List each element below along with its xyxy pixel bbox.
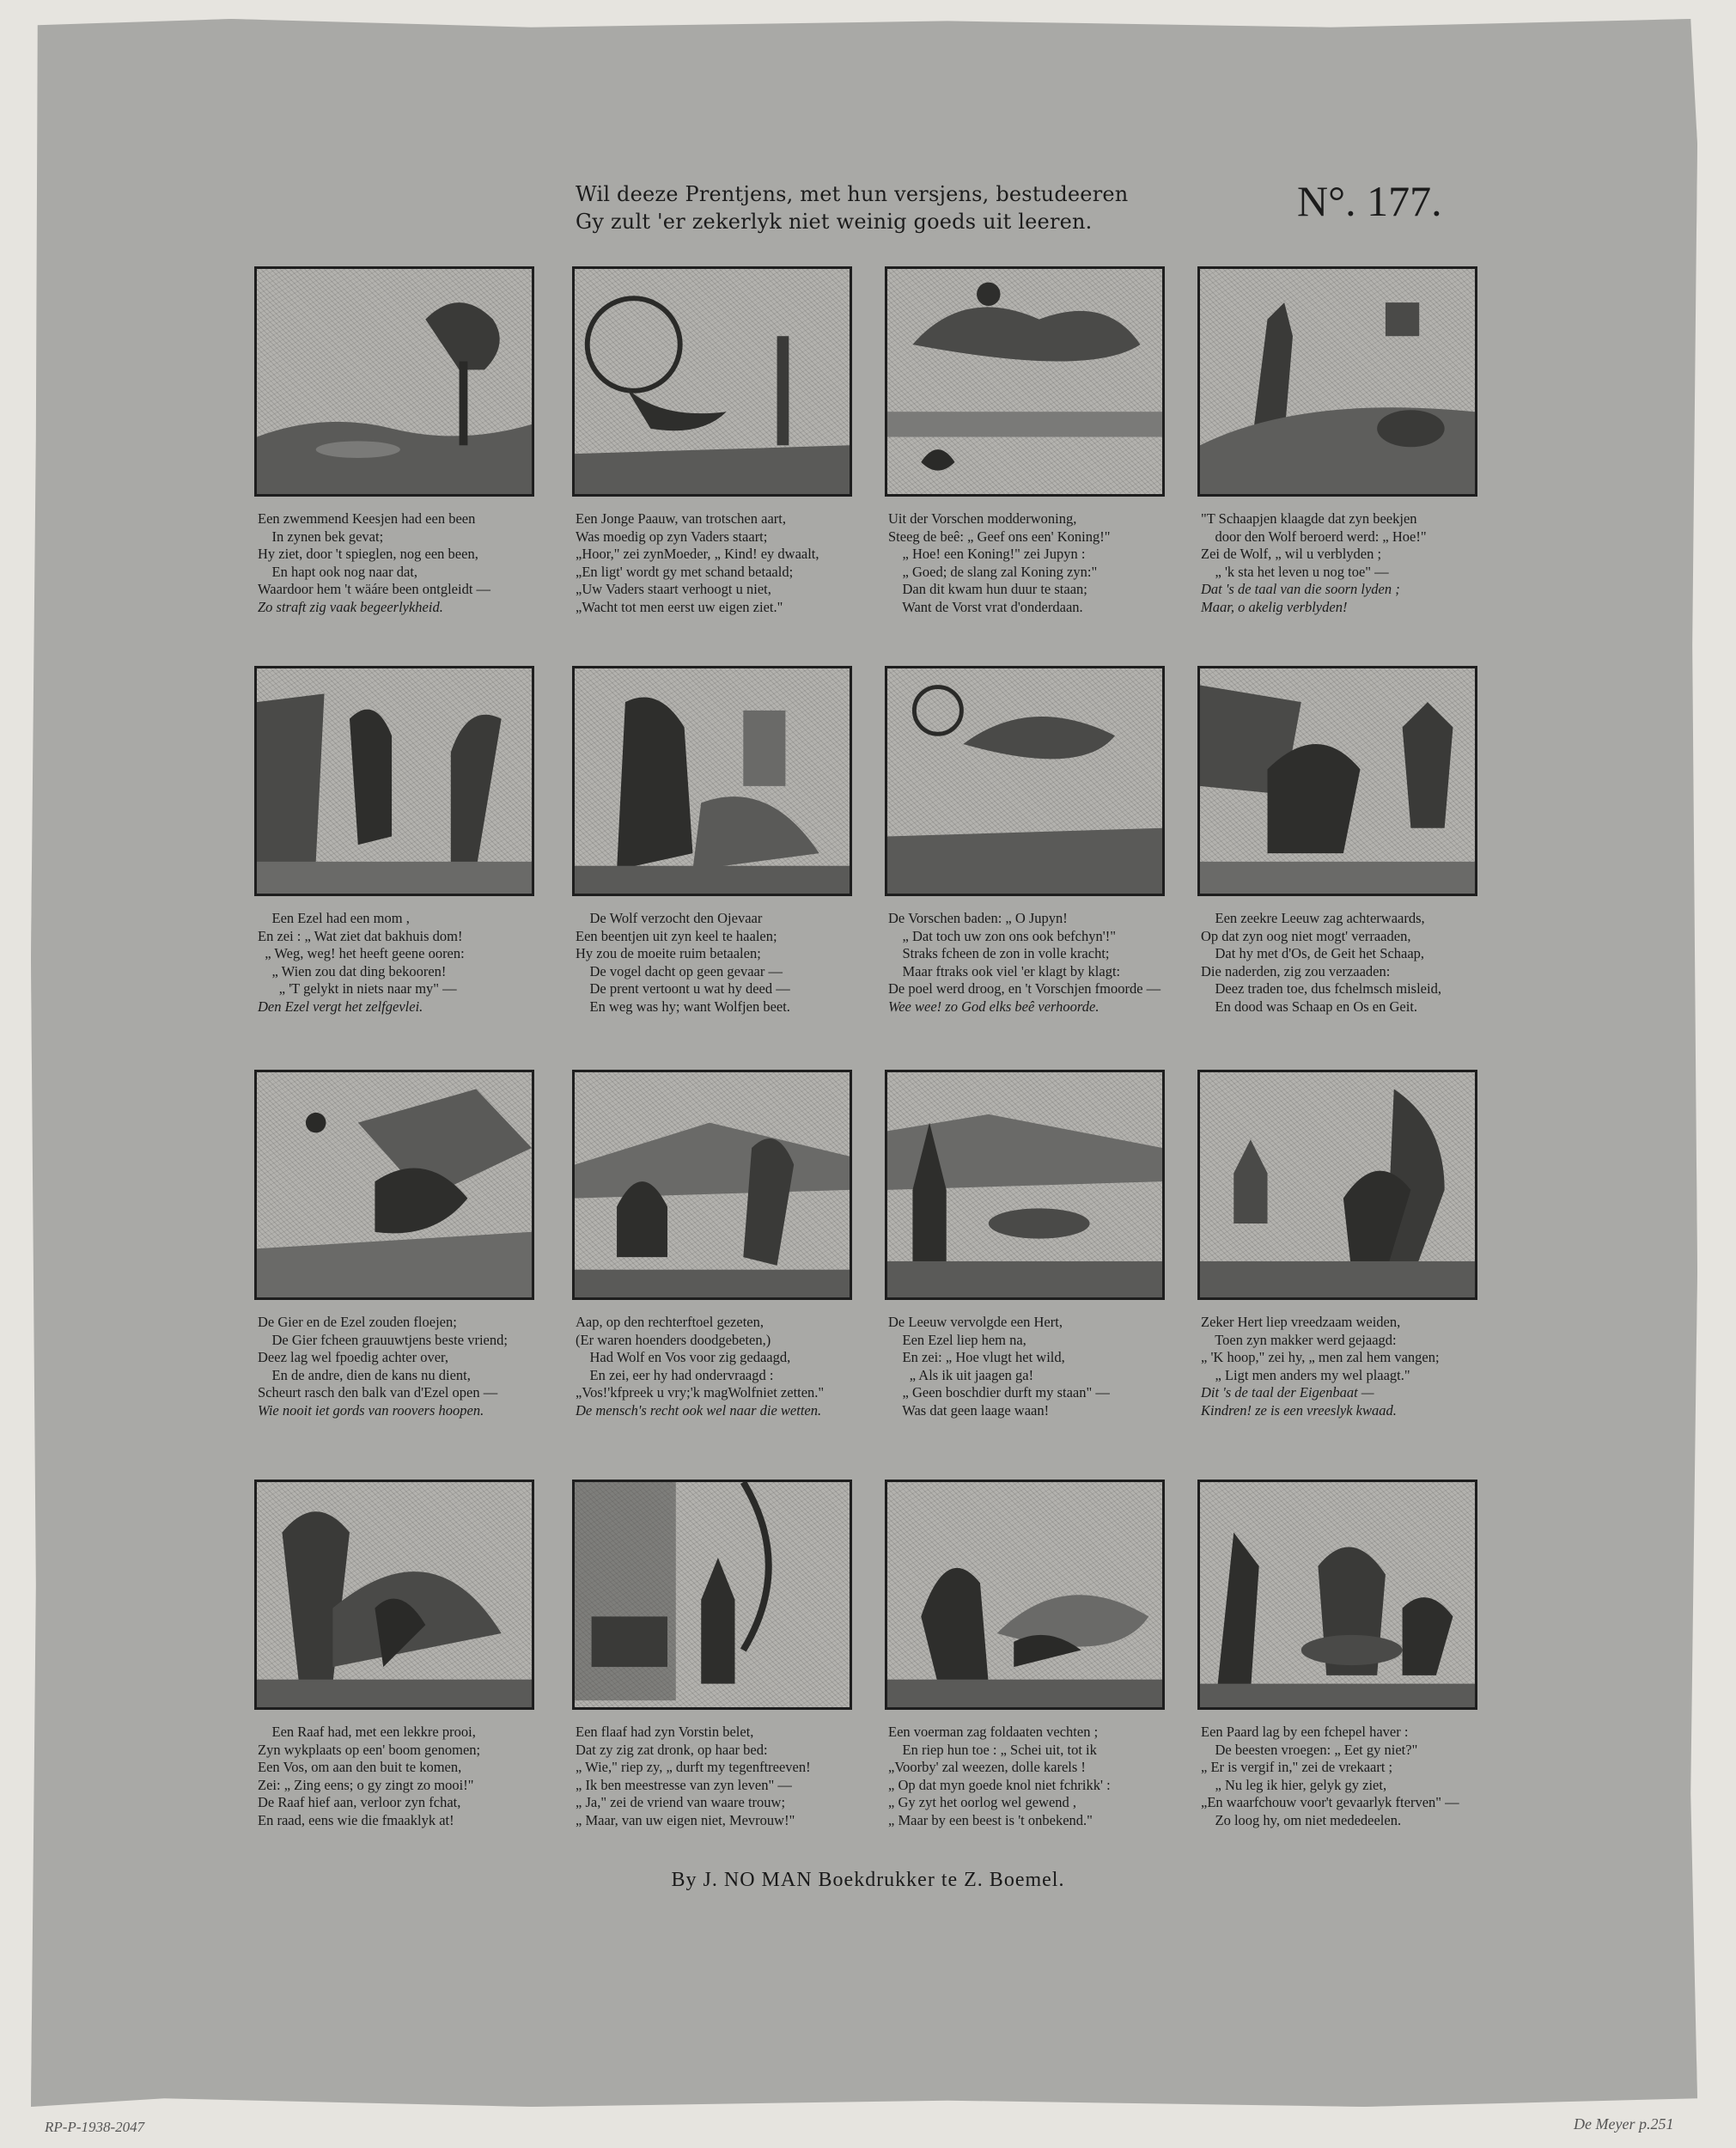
verse-line: Deez traden toe, dus fchelmsch misleid, xyxy=(1201,980,1441,997)
verse-line: „ Gy zyt het oorlog wel gewend , xyxy=(888,1794,1077,1810)
fable-panel xyxy=(1197,666,1481,1016)
verse-line: Die naderden, zig zou verzaaden: xyxy=(1201,962,1391,979)
verse-line: Want de Vorst vrat d'onderdaan. xyxy=(888,598,1083,615)
fable-verse xyxy=(572,910,856,1016)
verse-line: En raad, eens wie die fmaaklyk at! xyxy=(258,1811,454,1828)
title-line-1: Wil deeze Prentjens, met hun versjens, bestudeeren xyxy=(576,182,1129,206)
verse-line: De poel werd droog, en 't Vorschjen fmoorde — xyxy=(888,980,1161,997)
verse-line: „ Dat toch uw zon ons ook befchyn'!" xyxy=(888,927,1116,944)
verse-line: „Voorby' zal weezen, dolle karels ! xyxy=(888,1759,1086,1775)
fable-panel xyxy=(885,1070,1168,1419)
fable-panel xyxy=(1197,266,1481,616)
verse-line: De Vorschen baden: „ O Jupyn! xyxy=(888,910,1068,926)
verse-line: „En waarfchouw voor't gevaarlyk fterven" — xyxy=(1201,1794,1459,1810)
verse-line: En de andre, dien de kans nu dient, xyxy=(258,1366,471,1383)
verse-line: De beesten vroegen: „ Eet gy niet?" xyxy=(1201,1741,1418,1758)
verse-line: „ Wie," riep zy, „ durft my tegenftreeven! xyxy=(576,1759,811,1775)
verse-line: Waardoor hem 't wäáre been ontgleidt — xyxy=(258,581,491,597)
verse-line: (Er waren hoenders doodgebeten,) xyxy=(576,1331,771,1348)
fable-verse xyxy=(885,910,1168,1016)
verse-line: En hapt ook nog naar dat, xyxy=(258,563,418,580)
woodcut-illustration xyxy=(1197,266,1477,497)
verse-line: „ Ik ben meestresse van zyn leven" — xyxy=(576,1776,792,1793)
verse-line: „Uw Vaders staart verhoogt u niet, xyxy=(576,581,771,597)
verse-line: door den Wolf beroerd werd: „ Hoe!" xyxy=(1201,528,1427,545)
verse-line: Hy ziet, door 't spieglen, nog een been, xyxy=(258,546,478,562)
title-line-2: Gy zult 'er zekerlyk niet weinig goeds uit leeren. xyxy=(576,210,1093,234)
verse-line: Zyn wykplaats op een' boom genomen; xyxy=(258,1741,481,1758)
verse-line: De Leeuw vervolgde een Hert, xyxy=(888,1314,1063,1330)
fable-panel xyxy=(572,1070,856,1419)
verse-line: De Raaf hief aan, verloor zyn fchat, xyxy=(258,1794,461,1810)
verse-moral: Dit 's de taal der Eigenbaat — Kindren! ze is een vreeslyk kwaad. xyxy=(1201,1384,1397,1419)
verse-line: „Vos!'kfpreek u vry;'k magWolfniet zetten." xyxy=(576,1384,825,1400)
verse-line: „ 'K hoop," zei hy, „ men zal hem vangen; xyxy=(1201,1349,1440,1365)
woodcut-illustration xyxy=(254,266,534,497)
verse-line: Een voerman zag foldaaten vechten ; xyxy=(888,1724,1099,1740)
fable-verse xyxy=(254,510,538,616)
verse-line: Dan dit kwam hun duur te staan; xyxy=(888,581,1087,597)
fable-verse xyxy=(572,510,856,616)
verse-line: „Wacht tot men eerst uw eigen ziet." xyxy=(576,598,783,615)
inventory-number: RP-P-1938-2047 xyxy=(45,2119,145,2135)
fable-panel xyxy=(254,1070,538,1419)
woodcut-illustration xyxy=(885,1070,1165,1300)
verse-line: Een Vos, om aan den buit te komen, xyxy=(258,1759,462,1775)
page-title xyxy=(576,180,1177,235)
fable-panel xyxy=(572,1480,856,1829)
verse-line: Steeg de beê: „ Geef ons een' Koning!" xyxy=(888,528,1111,545)
fable-verse xyxy=(572,1724,856,1829)
woodcut-illustration xyxy=(1197,1480,1477,1710)
verse-line: „ Als ik uit jaagen ga! xyxy=(888,1366,1034,1383)
verse-line: Aap, op den rechterftoel gezeten, xyxy=(576,1314,764,1330)
verse-line: Dat zy zig zat dronk, op haar bed: xyxy=(576,1741,768,1758)
fable-panel xyxy=(885,666,1168,1016)
woodcut-illustration xyxy=(572,1480,852,1710)
verse-line: „ Op dat myn goede knol niet fchrikk' : xyxy=(888,1776,1111,1793)
verse-line: Zei: „ Zing eens; o gy zingt zo mooi!" xyxy=(258,1776,474,1793)
fable-verse xyxy=(1197,1314,1481,1419)
verse-line: Was dat geen laage waan! xyxy=(888,1401,1050,1419)
verse-moral: Wie nooit iet gords van roovers hoopen. xyxy=(258,1401,484,1419)
verse-line: Scheurt rasch den balk van d'Ezel open — xyxy=(258,1384,498,1400)
verse-line: Zeker Hert liep vreedzaam weiden, xyxy=(1201,1314,1401,1330)
verse-line: Een zwemmend Keesjen had een been xyxy=(258,510,476,527)
verse-moral: Zo straft zig vaak begeerlykheid. xyxy=(258,598,443,615)
verse-line: En riep hun toe : „ Schei uit, tot ik xyxy=(888,1741,1097,1758)
verse-line: „ Er is vergif in," zei de vrekaart ; xyxy=(1201,1759,1393,1775)
woodcut-illustration xyxy=(885,1480,1165,1710)
verse-line: Een beentjen uit zyn keel te haalen; xyxy=(576,927,777,944)
verse-moral: Den Ezel vergt het zelfgevlei. xyxy=(258,998,423,1015)
verse-line: En zei : „ Wat ziet dat bakhuis dom! xyxy=(258,927,463,944)
verse-line: Een Raaf had, met een lekkre prooi, xyxy=(258,1724,476,1740)
verse-line: „ Nu leg ik hier, gelyk gy ziet, xyxy=(1201,1776,1387,1793)
verse-line: De prent vertoont u wat hy deed — xyxy=(576,980,790,997)
woodcut-illustration xyxy=(885,266,1165,497)
fable-verse xyxy=(254,1724,538,1829)
verse-line: „ Maar, van uw eigen niet, Mevrouw!" xyxy=(576,1811,795,1828)
fable-panel xyxy=(1197,1480,1481,1829)
fable-verse xyxy=(1197,910,1481,1016)
verse-line: Toen zyn makker werd gejaagd: xyxy=(1201,1331,1397,1348)
verse-line: Een Ezel liep hem na, xyxy=(888,1331,1026,1348)
fable-verse xyxy=(254,910,538,1016)
verse-moral: De mensch's recht ook wel naar die wetten. xyxy=(576,1401,822,1419)
verse-line: Zo loog hy, om niet mededeelen. xyxy=(1201,1811,1402,1828)
verse-line: „ Weg, weg! het heeft geene ooren: xyxy=(258,945,465,961)
verse-line: De Gier en de Ezel zouden floejen; xyxy=(258,1314,457,1330)
verse-line: Een flaaf had zyn Vorstin belet, xyxy=(576,1724,754,1740)
verse-line: „ Ligt men anders my wel plaagt." xyxy=(1201,1366,1410,1383)
verse-line: En dood was Schaap en Os en Geit. xyxy=(1201,998,1418,1015)
fable-panel xyxy=(885,266,1168,616)
fable-panel xyxy=(572,666,856,1016)
verse-line: "T Schaapjen klaagde dat zyn beekjen xyxy=(1201,510,1417,527)
verse-line: „ Ja," zei de vriend van waare trouw; xyxy=(576,1794,786,1810)
verse-line: In zynen bek gevat; xyxy=(258,528,384,545)
woodcut-illustration xyxy=(254,1070,534,1300)
fable-panel xyxy=(254,1480,538,1829)
woodcut-illustration xyxy=(885,666,1165,896)
woodcut-illustration xyxy=(254,666,534,896)
verse-line: „ Wien zou dat ding bekooren! xyxy=(258,962,447,979)
verse-line: „ Maar by een beest is 't onbekend." xyxy=(888,1811,1093,1828)
verse-line: De Wolf verzocht den Ojevaar xyxy=(576,910,763,926)
verse-moral: Wee wee! zo God elks beê verhoorde. xyxy=(888,998,1099,1015)
fable-verse xyxy=(1197,510,1481,616)
fable-panel xyxy=(254,266,538,616)
verse-line: Dat hy met d'Os, de Geit het Schaap, xyxy=(1201,945,1425,961)
verse-line: Een Jonge Paauw, van trotschen aart, xyxy=(576,510,786,527)
verse-line: „En ligt' wordt gy met schand betaald; xyxy=(576,563,794,580)
verse-line: Hy zou de moeite ruim betaalen; xyxy=(576,945,761,961)
woodcut-illustration xyxy=(254,1480,534,1710)
verse-line: Zei de Wolf, „ wil u verblyden ; xyxy=(1201,546,1382,562)
woodcut-illustration xyxy=(572,1070,852,1300)
verse-line: Was moedig op zyn Vaders staart; xyxy=(576,528,768,545)
fable-panel xyxy=(1197,1070,1481,1419)
verse-line: „ Hoe! een Koning!" zei Jupyn : xyxy=(888,546,1086,562)
verse-line: De Gier fcheen grauuwtjens beste vriend; xyxy=(258,1331,508,1348)
verse-line: Maar ftraks ook viel 'er klagt by klagt: xyxy=(888,962,1121,979)
fable-panel xyxy=(885,1480,1168,1829)
verse-line: En weg was hy; want Wolfjen beet. xyxy=(576,998,790,1015)
woodcut-illustration xyxy=(1197,1070,1477,1300)
verse-line: Had Wolf en Vos voor zig gedaagd, xyxy=(576,1349,791,1365)
verse-line: Een Paard lag by een fchepel haver : xyxy=(1201,1724,1409,1740)
verse-line: Een zeekre Leeuw zag achterwaards, xyxy=(1201,910,1425,926)
verse-line: Een Ezel had een mom , xyxy=(258,910,410,926)
printer-imprint: By J. NO MAN Boekdrukker te Z. Boemel. xyxy=(671,1869,1065,1891)
sheet-number: N°. 177. xyxy=(1297,177,1442,225)
fable-panel xyxy=(254,666,538,1016)
verse-line: „ 'T gelykt in niets naar my" — xyxy=(258,980,457,997)
fable-verse xyxy=(572,1314,856,1419)
verse-line: En zei, eer hy had ondervraagd : xyxy=(576,1366,774,1383)
woodcut-illustration xyxy=(572,266,852,497)
verse-line: „ Goed; de slang zal Koning zyn:" xyxy=(888,563,1098,580)
fable-panel xyxy=(572,266,856,616)
fable-verse xyxy=(885,510,1168,616)
verse-line: De vogel dacht op geen gevaar — xyxy=(576,962,783,979)
verse-line: En zei: „ Hoe vlugt het wild, xyxy=(888,1349,1065,1365)
fable-verse xyxy=(885,1314,1168,1419)
verse-line: Deez lag wel fpoedig achter over, xyxy=(258,1349,448,1365)
verse-line: Straks fcheen de zon in volle kracht; xyxy=(888,945,1110,961)
catalogue-reference: De Meyer p.251 xyxy=(1574,2115,1674,2133)
verse-line: Uit der Vorschen modderwoning, xyxy=(888,510,1077,527)
verse-line: „Hoor," zei zynMoeder, „ Kind! ey dwaalt, xyxy=(576,546,819,562)
fable-verse xyxy=(254,1314,538,1419)
verse-line: „ Geen boschdier durft my staan" — xyxy=(888,1384,1110,1400)
verse-line: „ 'k sta het leven u nog toe" — xyxy=(1201,563,1389,580)
fable-verse xyxy=(1197,1724,1481,1829)
fable-verse xyxy=(885,1724,1168,1829)
verse-moral: Dat 's de taal van die soorn lyden ; Maar, o akelig verblyden! xyxy=(1201,581,1400,615)
woodcut-illustration xyxy=(572,666,852,896)
verse-line: Op dat zyn oog niet mogt' verraaden, xyxy=(1201,927,1411,944)
woodcut-illustration xyxy=(1197,666,1477,896)
